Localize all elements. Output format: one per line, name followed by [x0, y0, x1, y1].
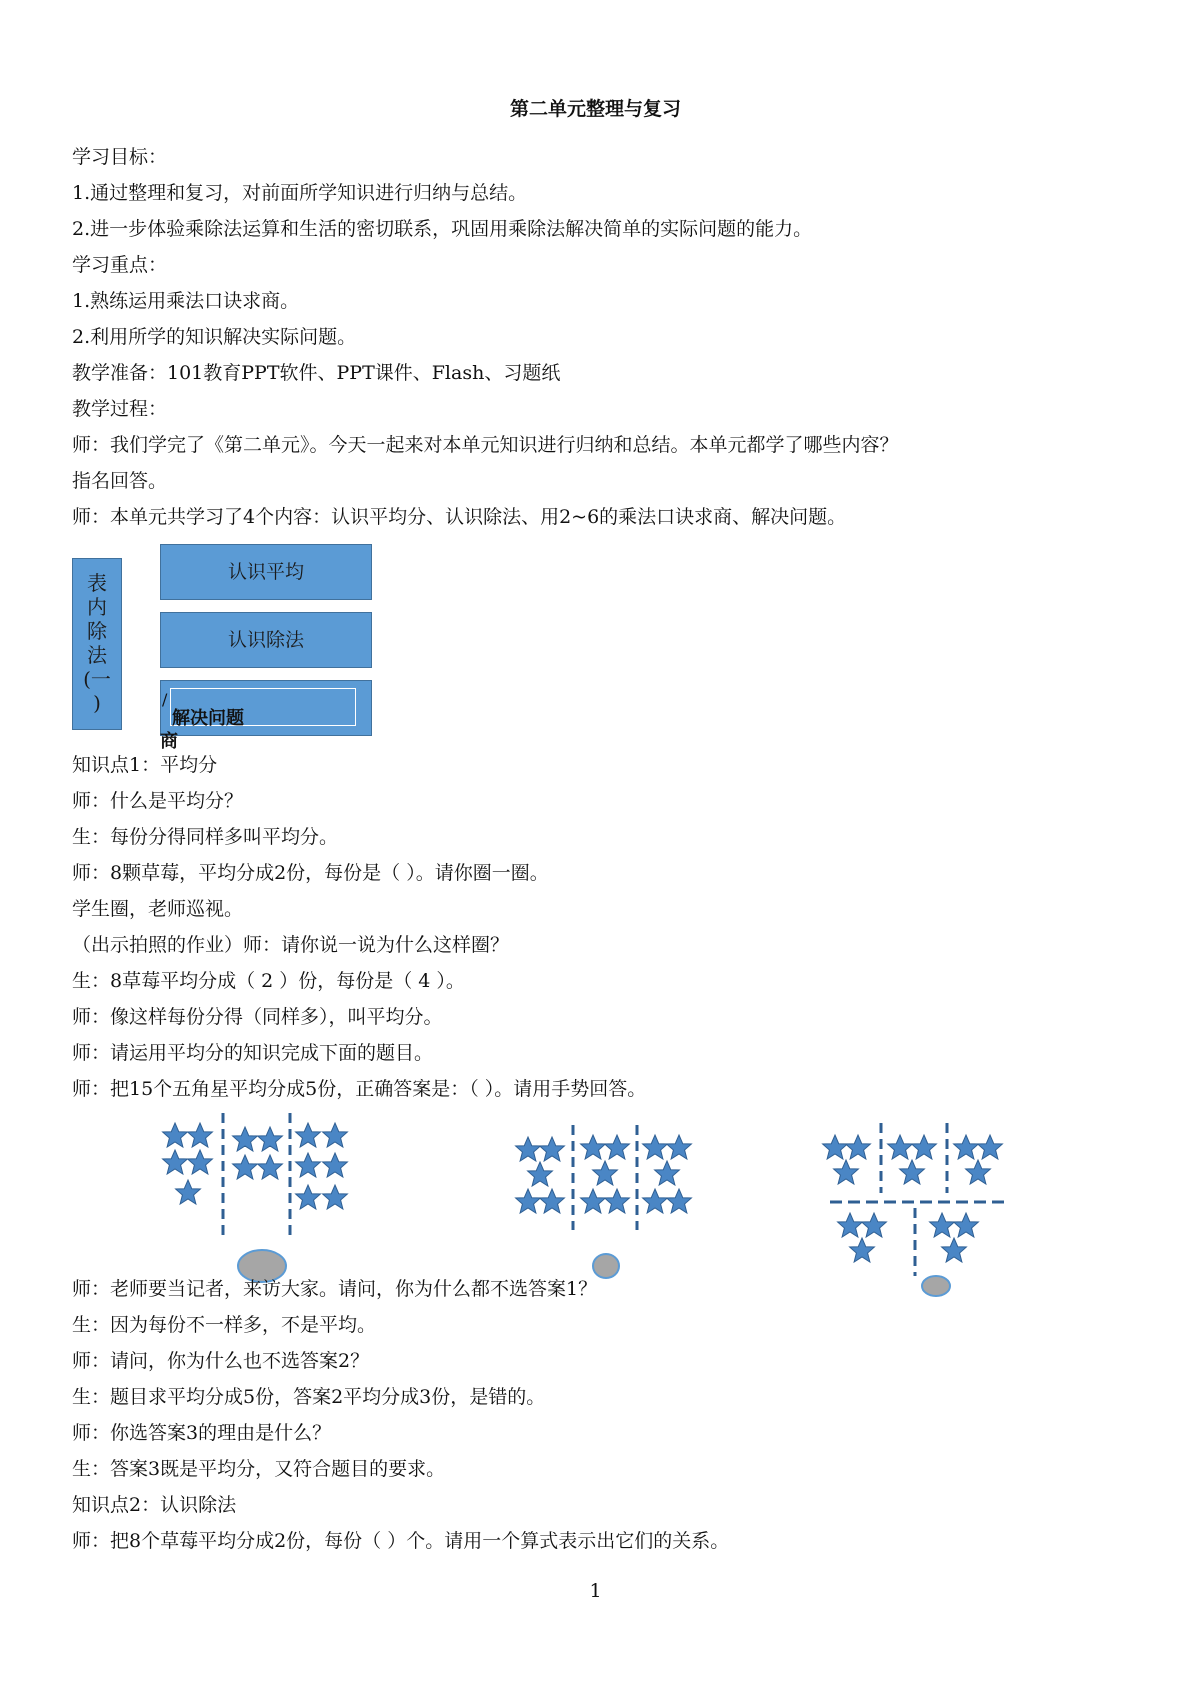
star-icon [912, 1135, 937, 1159]
dialogue-line: 师：请运用平均分的知识完成下面的题目。 [72, 1042, 434, 1064]
star-icon [667, 1189, 692, 1213]
dialogue-line: 生：因为每份不一样多，不是平均。 [72, 1314, 377, 1336]
star-icon [930, 1213, 955, 1237]
star-icon [850, 1238, 875, 1262]
star-icon [516, 1137, 541, 1161]
dialogue-line: 师：8颗草莓，平均分成2份，每份是（ ）。请你圈一圈。 [72, 862, 549, 884]
star-icon [258, 1127, 283, 1151]
dialogue-line: 指名回答。 [72, 470, 168, 492]
unit-label-char: 表 [87, 571, 107, 595]
star-icon [605, 1135, 630, 1159]
star-icon [900, 1160, 925, 1184]
dialogue-line: 师：什么是平均分？ [72, 790, 244, 812]
star-icon [540, 1189, 565, 1213]
unit-label-box [72, 558, 122, 730]
star-icon [581, 1189, 606, 1213]
star-icon [296, 1185, 321, 1209]
knowledge-point-2: 知识点2：认识除法 [72, 1494, 237, 1516]
star-icon [954, 1135, 979, 1159]
star-icon [862, 1213, 887, 1237]
dialogue-line: 师：像这样每份分得（同样多），叫平均分。 [72, 1006, 443, 1028]
star-icon [605, 1189, 630, 1213]
star-icon [581, 1135, 606, 1159]
dialogue-line: 学生圈，老师巡视。 [72, 898, 244, 920]
answer-option-1-stars [150, 1108, 370, 1288]
dialogue-line: 师：把8个草莓平均分成2份，每份（ ）个。请用一个算式表示出它们的关系。 [72, 1530, 730, 1552]
focus-2: 2.利用所学的知识解决实际问题。 [72, 326, 357, 348]
section-heading-process: 教学过程： [72, 398, 168, 420]
topic-box-division: 认识除法 [160, 612, 372, 668]
dialogue-line: 师：把15个五角星平均分成5份，正确答案是：（ ）。请用手势回答。 [72, 1078, 647, 1100]
preparation: 教学准备：101教育PPT软件、PPT课件、Flash、习题纸 [72, 362, 561, 384]
dialogue-line: 生：每份分得同样多叫平均分。 [72, 826, 339, 848]
star-icon [176, 1180, 201, 1204]
section-heading-goals: 学习目标： [72, 146, 168, 168]
unit-label-char: 法 [87, 643, 107, 667]
answer-oval-3 [922, 1276, 950, 1296]
dialogue-line: 生：题目求平均分成5份，答案2平均分成3份，是错的。 [72, 1386, 546, 1408]
star-icon [233, 1127, 258, 1151]
unit-label-char: 内 [87, 595, 107, 619]
star-icon [323, 1185, 348, 1209]
dialogue-line: 生：8草莓平均分成（ 2 ）份，每份是（ 4 ）。 [72, 970, 465, 992]
unit-label-char: (一 [83, 667, 111, 691]
dialogue-line: 师：请问，你为什么也不选答案2？ [72, 1350, 370, 1372]
star-icon [888, 1135, 913, 1159]
star-icon [516, 1189, 541, 1213]
star-icon [233, 1155, 258, 1179]
answer-option-3-stars [820, 1118, 1020, 1298]
star-icon [667, 1135, 692, 1159]
answer-option-2-stars [510, 1120, 710, 1290]
dialogue-line: 师：你选答案3的理由是什么？ [72, 1422, 332, 1444]
star-icon [834, 1160, 859, 1184]
star-icon [978, 1135, 1003, 1159]
star-icon [296, 1153, 321, 1177]
star-icon [258, 1155, 283, 1179]
star-icon [655, 1161, 680, 1185]
star-icon [593, 1161, 618, 1185]
star-icon [838, 1213, 863, 1237]
topic-stroke: / [162, 690, 168, 709]
unit-structure-diagram [72, 552, 392, 752]
topic-box-average: 认识平均 [160, 544, 372, 600]
star-icon [323, 1123, 348, 1147]
unit-label-char: 除 [87, 619, 107, 643]
star-icon [846, 1135, 871, 1159]
topic-label-cut: 商 [160, 731, 178, 752]
knowledge-point-1: 知识点1：平均分 [72, 754, 218, 776]
star-icon [966, 1160, 991, 1184]
answer-oval-2 [593, 1254, 619, 1278]
dialogue-line: 生：答案3既是平均分，又符合题目的要求。 [72, 1458, 446, 1480]
star-icon [954, 1213, 979, 1237]
goal-2: 2.进一步体验乘除法运算和生活的密切联系，巩固用乘除法解决简单的实际问题的能力。 [72, 218, 813, 240]
page-number: 1 [589, 1580, 602, 1602]
star-icon [643, 1189, 668, 1213]
star-icon [942, 1238, 967, 1262]
star-icon [540, 1137, 565, 1161]
star-icon [163, 1123, 188, 1147]
dialogue-line: （出示拍照的作业）师：请你说一说为什么这样圈？ [72, 934, 510, 956]
goal-1: 1.通过整理和复习，对前面所学知识进行归纳与总结。 [72, 182, 528, 204]
star-icon [188, 1150, 213, 1174]
dialogue-line: 师：本单元共学习了4个内容：认识平均分、认识除法、用2~6的乘法口诀求商、解决问题。 [72, 506, 847, 528]
dialogue-line: 师：老师要当记者，来访大家。请问，你为什么都不选答案1？ [72, 1278, 598, 1300]
star-icon [296, 1123, 321, 1147]
topic-label-problem: 解决问题 [172, 708, 244, 729]
star-icon [163, 1150, 188, 1174]
star-icon [643, 1135, 668, 1159]
dialogue-line: 师：我们学完了《第二单元》。今天一起来对本单元知识进行归纳和总结。本单元都学了哪些内容？ [72, 434, 899, 456]
page-title: 第二单元整理与复习 [509, 98, 681, 120]
section-heading-focus: 学习重点： [72, 254, 168, 276]
star-icon [528, 1162, 553, 1186]
focus-1: 1.熟练运用乘法口诀求商。 [72, 290, 300, 312]
star-icon [823, 1135, 848, 1159]
star-icon [188, 1123, 213, 1147]
star-icon [323, 1153, 348, 1177]
unit-label-char: ) [93, 691, 101, 715]
